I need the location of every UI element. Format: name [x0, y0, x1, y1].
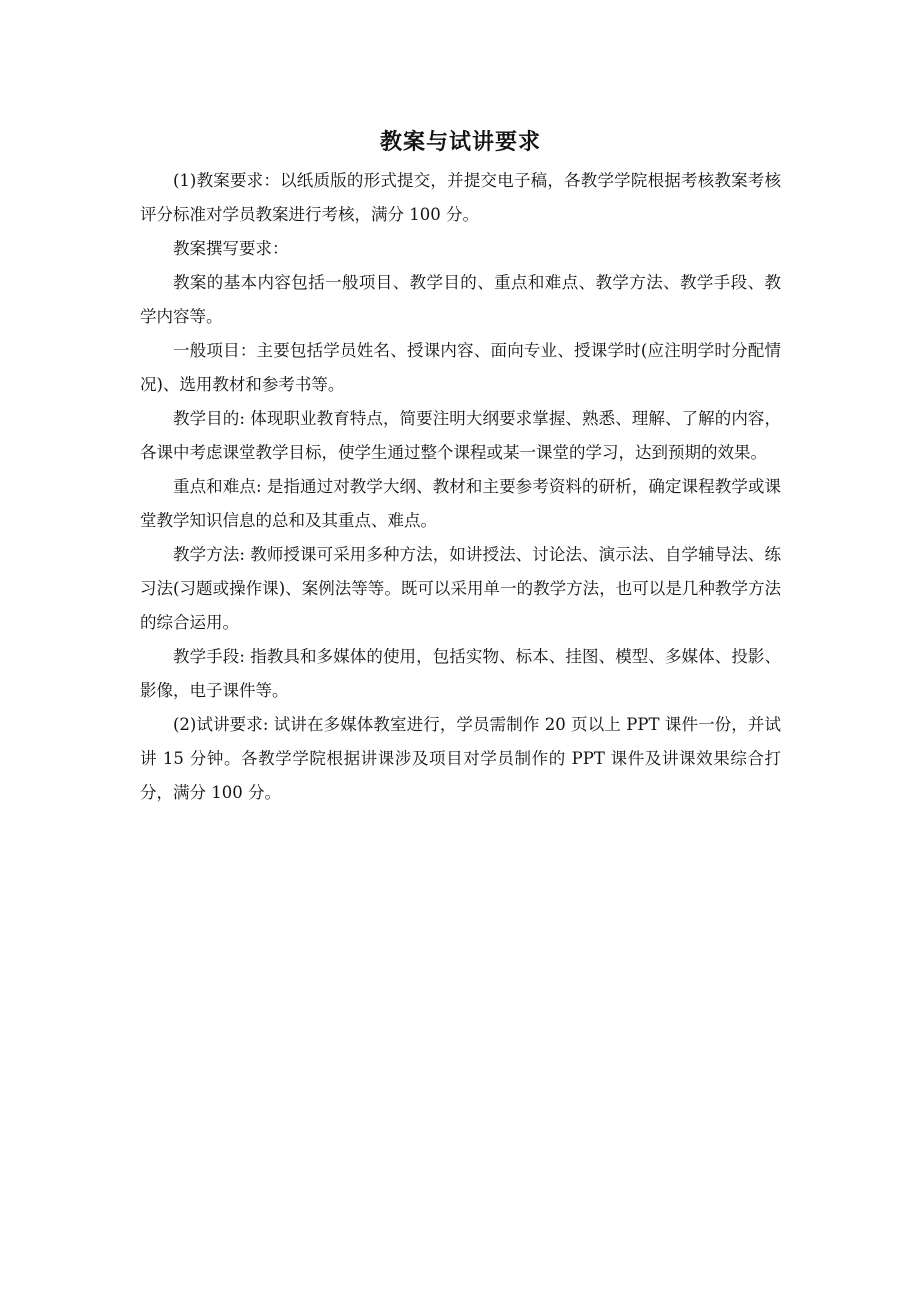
paragraph-general-items: 一般项目：主要包括学员姓名、授课内容、面向专业、授课学时(应注明学时分配情况)、选用教材和参考书等。 [140, 341, 781, 394]
paragraph-teaching-means: 教学手段: 指教具和多媒体的使用，包括实物、标本、挂图、模型、多媒体、投影、影像，电子课件等。 [140, 647, 781, 700]
document-body [140, 120, 781, 810]
paragraph-key-and-difficult-points: 重点和难点: 是指通过对教学大纲、教材和主要参考资料的研析，确定课程教学或课堂教学知识信息的总和及其重点、难点。 [140, 477, 781, 530]
paragraph-basic-content: 教案的基本内容包括一般项目、教学目的、重点和难点、教学方法、教学手段、教学内容等。 [140, 273, 781, 326]
paragraph-teaching-methods: 教学方法: 教师授课可采用多种方法，如讲授法、讨论法、演示法、自学辅导法、练习法(习题或操作课)、案例法等等。既可以采用单一的教学方法，也可以是几种教学方法的综合运用。 [140, 545, 781, 632]
document-title: 教案与试讲要求 [379, 129, 541, 155]
paragraph-lesson-plan-requirements: (1)教案要求：以纸质版的形式提交，并提交电子稿，各教学学院根据考核教案考核评分标准对学员教案进行考核，满分 100 分。 [140, 171, 781, 224]
paragraph-trial-lecture-requirements: (2)试讲要求: 试讲在多媒体教室进行，学员需制作 20 页以上 PPT 课件一份，并试讲 15 分钟。各教学学院根据讲课涉及项目对学员制作的 PPT 课件及讲课效果综合打分，满分 100 分。 [140, 715, 781, 802]
paragraph-teaching-objectives: 教学目的: 体现职业教育特点，简要注明大纲要求掌握、熟悉、理解、了解的内容，各课中考虑课堂教学目标，使学生通过整个课程或某一课堂的学习，达到预期的效果。 [140, 409, 781, 462]
paragraph-writing-requirements-heading: 教案撰写要求： [173, 239, 289, 258]
